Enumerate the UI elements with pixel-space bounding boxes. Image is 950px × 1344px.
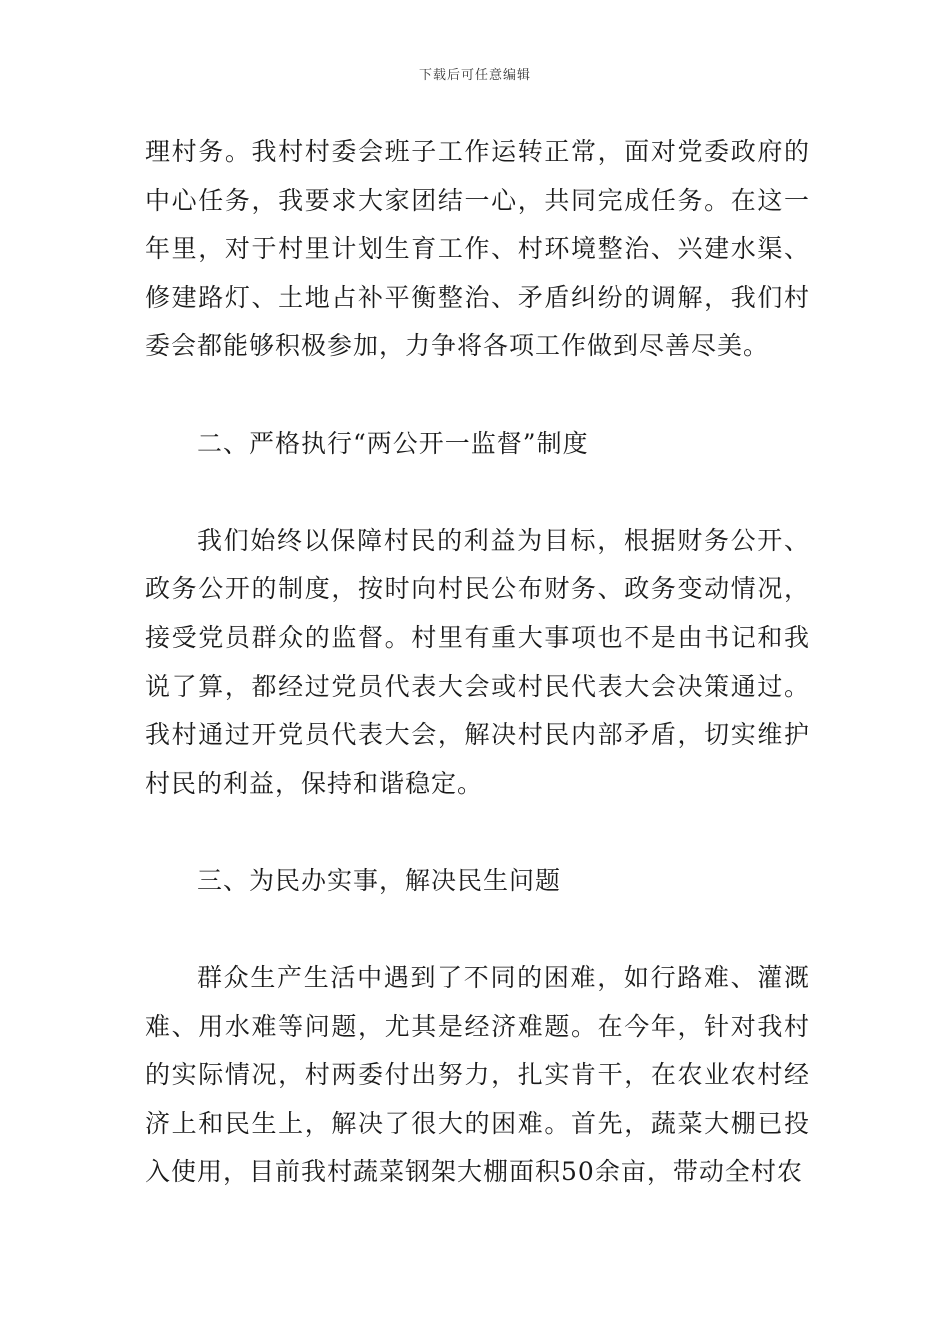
paragraph-continuation: 理村务。我村村委会班子工作运转正常，面对党委政府的中心任务，我要求大家团结一心，共同完成任务。在这一年里，对于村里计划生育工作、村环境整治、兴建水渠、修建路灯、土地占补平衡整治、矛盾纠纷的调解，我们村委会都能够积极参加，力争将各项工作做到尽善尽美。 (145, 137, 810, 361)
header-note: 下载后可任意编辑 (418, 68, 531, 83)
section-heading-2: 二、严格执行“两公开一监督”制度 (197, 428, 589, 458)
paragraph-gap (145, 371, 810, 420)
document-body (145, 128, 810, 1197)
paragraph-livelihood: 群众生产生活中遇到了不同的困难，如行路难、灌溉难、用水难等问题，尤其是经济难题。在今年，针对我村的实际情况，村两委付出努力，扎实肯干，在农业农村经济上和民生上，解决了很大的困难。首先，蔬菜大棚已投入使用，目前我村蔬菜钢架大棚面积50余亩，带动全村农 (145, 963, 810, 1187)
section-heading-3: 三、为民办实事，解决民生问题 (197, 865, 562, 895)
paragraph-gap (145, 906, 810, 955)
paragraph-gap (145, 808, 810, 857)
paragraph-gap (145, 468, 810, 517)
paragraph-disclosure: 我们始终以保障村民的利益为目标，根据财务公开、政务公开的制度，按时向村民公布财务、政务变动情况，接受党员群众的监督。村里有重大事项也不是由书记和我说了算，都经过党员代表大会或村民代表大会决策通过。我村通过开党员代表大会，解决村民内部矛盾，切实维护村民的利益，保持和谐稳定。 (145, 525, 810, 798)
